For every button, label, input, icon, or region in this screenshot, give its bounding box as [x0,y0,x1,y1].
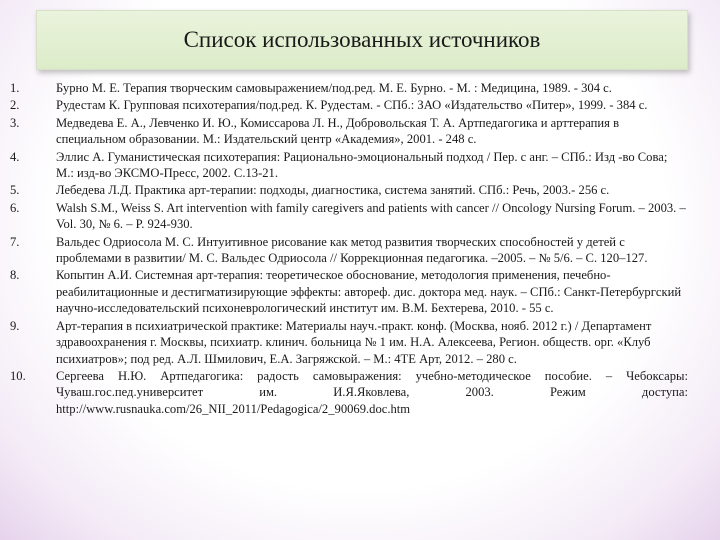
item-number: 9. [10,318,20,333]
reference-list [6,80,688,418]
reference-text [56,368,688,417]
item-number: 10. [10,368,26,383]
item-number: 1. [10,81,20,95]
list-item [6,182,688,198]
reference-text: Эллис А. Гуманистическая психотерапия: Рационально-эмоциональный подход / Пер. с анг. – СПб.: Изд -во Сова; М.: изд-во ЭКСМО-Пресс, 2002. С.13-21. [56,149,668,181]
list-item [6,115,688,148]
item-number: 5. [10,183,20,198]
reference-text: Вальдес Одриосола М. С. Интуитивное рисование как метод развития творческих способностей у детей с проблемами в развитии/ М. С. Вальдес Одриосола // Коррекционная педагогика. –2005. – № 5/6. – С. 120–127. [56,234,648,266]
reference-link: http://www.rusnauka.com/26_NII_2011/Pedagogica/2_90069.doc.htm [56,401,411,416]
reference-text: Бурно М. Е. Терапия творческим самовыражением/под.ред. М. Е. Бурно. - М. : Медицина, 1989. - 304 с. [56,81,612,95]
item-number: 3. [10,115,20,130]
list-item [6,149,688,182]
list-item [6,200,688,233]
reference-line: Чуваш.гос.пед.университет им. И.Я.Яковлева, 2003. Режим доступа: [56,385,688,400]
reference-text: Копытин А.И. Системная арт-терапия: теоретическое обоснование, методология применения, печебно-реабилитационные и дестигматизирующие эффекты: автореф. дис. доктора мед. наук. – СПб.: Санкт-Петербургский научно-исследовательский психоневрологический институт им. В.М. Бехтерева, 2010. - 55 с. [56,268,682,316]
page-title: Список использованных источников [183,27,541,52]
list-item [6,80,688,96]
reference-text: Лебедева Л.Д. Практика арт-терапии: подходы, диагностика, система занятий. СПб.: Речь, 2003.- 256 с. [56,183,610,198]
item-number: 8. [10,268,20,283]
reference-line: Сергеева Н.Ю. Артпедагогика: радость самовыражения: учебно-методическое пособие. – Чебоксары: [56,368,688,383]
list-item [6,318,688,367]
item-number: 2. [10,98,20,113]
list-item [6,234,688,267]
item-number: 4. [10,149,20,164]
title-banner [36,10,688,70]
reference-text: Walsh S.M., Weiss S. Art intervention with family caregivers and patients with cancer // Oncology Nursing Forum. – 2003. – Vol. 30, № 6. – P. 924-930. [56,200,686,232]
reference-text: Арт-терапия в психиатрической практике: Материалы науч.-практ. конф. (Москва, нояб. 2012 г.) / Департамент здравоохранения г. Москвы, психиатр. клинич. больница № 1 им. Н.А. Алексеева, Регион. обществ. орг. «Клуб психиатров»; под ред. А.Л. Шмилович, Е.А. Загряжской. – М.: 4ТЕ Арт, 2012. – 280 с. [56,318,652,366]
reference-text: Медведева Е. А., Левченко И. Ю., Комиссарова Л. Н., Добровольская Т. А. Артпедагогика и арттерапия в специальном образовании. М.: Издательский центр «Академия», 2001. - 248 с. [56,115,620,147]
list-item [6,97,688,113]
reference-text: Рудестам К. Групповая психотерапия/под.ред. К. Рудестам. - СПб.: ЗАО «Издательство «Питер», 1999. - 384 с. [56,98,648,113]
item-number: 7. [10,234,20,249]
list-item [6,267,688,316]
list-item [6,368,688,417]
item-number: 6. [10,200,20,215]
